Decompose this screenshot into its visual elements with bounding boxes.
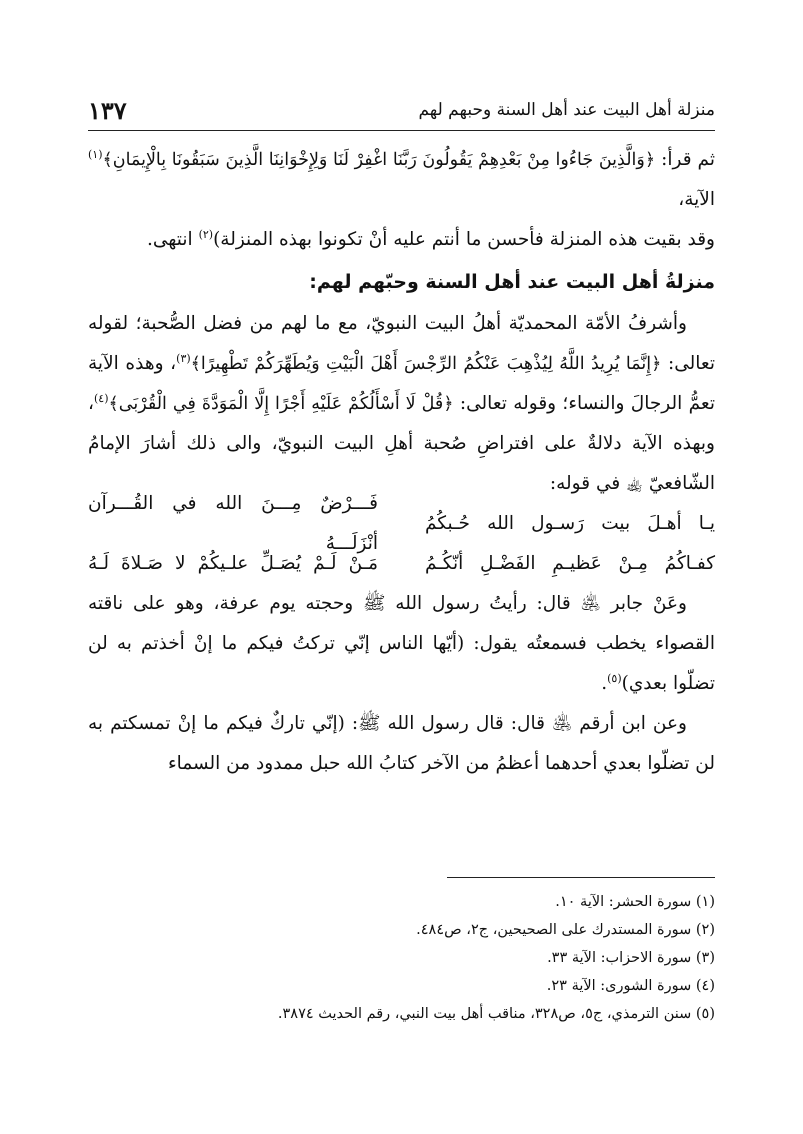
poem-hemistich-second: فَـــرْضٌ مِـــنَ الله في القُـــرآن أنْزَلَـــهُ: [88, 493, 378, 554]
page-header: [88, 90, 715, 131]
footnotes: [88, 888, 715, 1028]
paragraph-2: [88, 220, 715, 260]
footnote-ref-2[interactable]: (٢): [198, 227, 214, 241]
footnote-item: (١) سورة الحشر: الآية ١٠.: [555, 894, 715, 910]
p1-lead: ثم قرأ:: [655, 149, 715, 170]
footnote-item: (٢) سورة المستدرك على الصحيحين، ج٢، ص٤٨٤.: [416, 922, 715, 938]
footnote-divider: [447, 877, 715, 878]
poem: [88, 493, 715, 584]
quran-verse-2: ﴿إِنَّمَا يُرِيدُ اللَّهُ لِيُذْهِبَ عَنْكُمُ الرِّجْسَ أَهْلَ الْبَيْتِ وَيُطَهِّرَكُمْ تَطْهِيرًا﴾: [190, 354, 662, 374]
p3-text-b: ، وهذه الآية تعمُّ الرجالَ والنساء؛ وقوله تعالى:: [88, 353, 715, 414]
footnote-item: (٤) سورة الشورى: الآية ٢٣.: [546, 978, 715, 994]
paragraph-4: [88, 584, 715, 704]
poem-line: [88, 544, 715, 584]
paragraph-5: وعن ابن أرقم ﵁ قال: قال رسول الله ﷺ: (إنّي تاركٌ فيكم ما إنْ تمسكتم به لن تضلّوا بعدي أحدهما أعظمُ من الآخر كتابُ الله حبل ممدود من السماء: [88, 713, 715, 774]
p3-text-c: ، وبهذه الآية دلالةٌ على افتراضِ صُحبة أهلِ البيت النبويّ، والى ذلك أشارَ الإمامُ الشّافعيّ ﵀ في قوله:: [88, 393, 715, 494]
p4-tail: .: [601, 673, 608, 694]
p3-text-a: وأشرفُ الأمّة المحمديّة أهلُ البيت النبويّ، مع ما لهم من فضل الصُّحبة؛ لقوله تعالى:: [88, 313, 715, 374]
paragraph-3: [88, 304, 715, 504]
footnote-ref-5[interactable]: (٥): [607, 671, 622, 685]
p2-tail: انتهى.: [146, 229, 199, 250]
paragraph-1: [88, 140, 715, 220]
poem-line: [88, 493, 715, 554]
footnote-item: (٣) سورة الاحزاب: الآية ٣٣.: [547, 950, 715, 966]
poem-hemistich-second: مَـنْ لَـمْ يُصَـلِّ علـيكُمْ لا صَـلاةَ لَـهُ: [88, 553, 378, 574]
poem-hemistich-first: كفـاكُمُ مِـنْ عَظيـمِ الفَضْـلِ أنّكُـمُ: [425, 553, 715, 574]
running-title: منزلة أهل البيت عند أهل السنة وحبهم لهم: [418, 100, 715, 120]
page-body: [88, 140, 715, 784]
footnote-ref-3[interactable]: (٣): [176, 351, 191, 365]
p2-text: وقد بقيت هذه المنزلة فأحسن ما أنتم عليه أنْ تكونوا بهذه المنزلة): [213, 229, 715, 250]
section-heading: منزلةُ أهل البيت عند أهل السنة وحبّهم لهم:: [309, 271, 715, 293]
quran-verse-1: ﴿وَالَّذِينَ جَاءُوا مِنْ بَعْدِهِمْ يَقُولُونَ رَبَّنَا اغْفِرْ لَنَا وَلِإِخْوَانِنَا الَّذِينَ سَبَقُونَا بِالْإِيمَانِ﴾: [102, 150, 656, 170]
footnote-ref-4[interactable]: (٤): [93, 391, 109, 405]
quran-verse-3: ﴿قُلْ لَا أَسْأَلُكُمْ عَلَيْهِ أَجْرًا إِلَّا الْمَوَدَّةَ فِي الْقُرْبَى﴾: [108, 394, 454, 414]
footnote-ref-1[interactable]: (١): [88, 147, 103, 161]
p4-text: وعَنْ جابر ﵁ قال: رأيتُ رسول الله ﷺ وحجته يوم عرفة، وهو على ناقته القصواء يخطب فسمعتُه يقول: (أيّها الناس إنّي تركتُ فيكم ما إنْ أخذتم به لن تضلّوا بعدي): [88, 593, 715, 694]
page-number: ١٣٧: [88, 96, 127, 125]
footnote-item: (٥) سنن الترمذي، ج٥، ص٣٢٨، مناقب أهل بيت النبي، رقم الحديث ٣٨٧٤.: [277, 1006, 715, 1022]
p1-tail: الآية،: [678, 189, 715, 210]
poem-hemistich-first: يـا أهـلَ بيت رَسـول الله حُـبكُمُ: [425, 513, 715, 534]
